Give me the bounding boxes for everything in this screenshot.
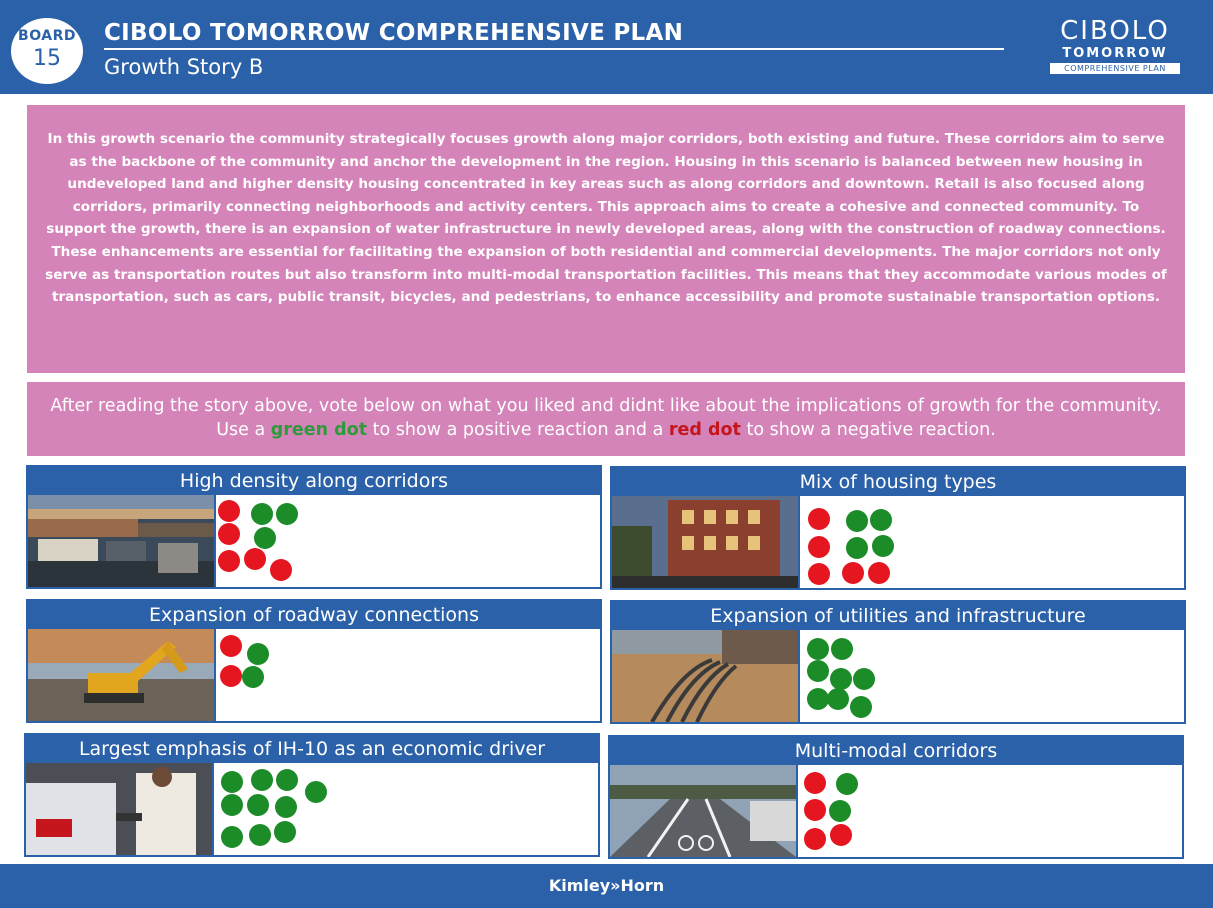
red-vote-dot xyxy=(270,559,292,581)
logo-line-3: COMPREHENSIVE PLAN xyxy=(1050,63,1180,74)
header-bar xyxy=(0,0,1213,94)
green-vote-dot xyxy=(247,643,269,665)
green-vote-dot xyxy=(846,537,868,559)
red-vote-dot xyxy=(218,523,240,545)
vote-area[interactable] xyxy=(798,496,1186,588)
green-vote-dot xyxy=(254,527,276,549)
green-vote-dot xyxy=(251,503,273,525)
panel-title: Largest emphasis of IH-10 as an economic driver xyxy=(26,735,598,763)
green-vote-dot xyxy=(247,794,269,816)
red-vote-dot xyxy=(868,562,890,584)
bike-lane-photo xyxy=(610,765,796,857)
vote-panel-utilities xyxy=(610,600,1186,724)
red-vote-dot xyxy=(842,562,864,584)
green-vote-dot xyxy=(276,503,298,525)
utility-trench-photo xyxy=(612,630,798,722)
red-dot-label: red dot xyxy=(668,420,741,440)
panel-title: Expansion of utilities and infrastructure xyxy=(612,602,1184,630)
instructions-part-3: to show a negative reaction. xyxy=(740,420,996,440)
brick-apartment-photo xyxy=(612,496,798,588)
title-divider xyxy=(104,48,1004,50)
vote-panel-ih10 xyxy=(24,733,600,857)
ev-charging-photo xyxy=(26,763,212,855)
panel-title: High density along corridors xyxy=(28,467,600,495)
green-vote-dot xyxy=(276,769,298,791)
vote-area[interactable] xyxy=(798,630,1186,722)
footer-bar xyxy=(0,864,1213,908)
board-label: BOARD xyxy=(18,28,76,44)
red-vote-dot xyxy=(804,828,826,850)
vote-panel-housing-types xyxy=(610,466,1186,590)
green-vote-dot xyxy=(807,638,829,660)
red-vote-dot xyxy=(218,500,240,522)
panel-title: Expansion of roadway connections xyxy=(28,601,600,629)
growth-story-text: In this growth scenario the community strategically focuses growth along major corridors, both existing and future. These corridors aim to serve as the backbone of the community and anchor the development in the region. Housing in this scenario is balanced between new housing in undeveloped land and higher density housing concentrated in key areas such as along corridors and downtown. Retail is also focused along corridors, primarily connecting neighborhoods and activity centers. This approach aims to create a cohesive and connected community. To support the growth, there is an expansion of water infrastructure in newly developed areas, along with the construction of roadway connections. These enhancements are essential for facilitating the expansion of both residential and commercial developments. The major corridors not only serve as transportation routes but also transform into multi-modal transportation facilities. This means that they accommodate various modes of transportation, such as cars, public transit, bicycles, and pedestrians, to enhance accessibility and promote sustainable transportation options. xyxy=(27,105,1185,373)
aerial-development-photo xyxy=(28,495,214,587)
kimley-horn-logo: Kimley»Horn xyxy=(548,876,665,895)
vote-panel-high-density xyxy=(26,465,602,589)
page-title: CIBOLO TOMORROW COMPREHENSIVE PLAN xyxy=(104,20,684,46)
green-vote-dot xyxy=(249,824,271,846)
red-vote-dot xyxy=(808,563,830,585)
green-vote-dot xyxy=(870,509,892,531)
red-vote-dot xyxy=(804,799,826,821)
board-number: 15 xyxy=(33,46,61,71)
red-vote-dot xyxy=(808,508,830,530)
panel-title: Multi-modal corridors xyxy=(610,737,1182,765)
green-vote-dot xyxy=(807,660,829,682)
panel-title: Mix of housing types xyxy=(612,468,1184,496)
green-vote-dot xyxy=(807,688,829,710)
green-vote-dot xyxy=(846,510,868,532)
vote-panel-multimodal xyxy=(608,735,1184,859)
vote-area[interactable] xyxy=(796,765,1184,857)
red-vote-dot xyxy=(220,665,242,687)
excavator-photo xyxy=(28,629,214,721)
vote-area[interactable] xyxy=(214,629,602,721)
green-vote-dot xyxy=(850,696,872,718)
green-vote-dot xyxy=(251,769,273,791)
vote-area[interactable] xyxy=(214,495,602,587)
green-vote-dot xyxy=(221,826,243,848)
vote-panel-roadway xyxy=(26,599,602,723)
green-vote-dot xyxy=(829,800,851,822)
green-vote-dot xyxy=(827,688,849,710)
red-vote-dot xyxy=(218,550,240,572)
green-vote-dot xyxy=(831,638,853,660)
cibolo-tomorrow-logo xyxy=(1044,18,1186,80)
green-vote-dot xyxy=(305,781,327,803)
green-vote-dot xyxy=(836,773,858,795)
board-badge xyxy=(11,18,83,84)
page-subtitle: Growth Story B xyxy=(104,55,264,79)
green-vote-dot xyxy=(221,771,243,793)
green-vote-dot xyxy=(221,794,243,816)
red-vote-dot xyxy=(808,536,830,558)
green-vote-dot xyxy=(275,796,297,818)
green-vote-dot xyxy=(872,535,894,557)
red-vote-dot xyxy=(804,772,826,794)
green-vote-dot xyxy=(830,668,852,690)
green-vote-dot xyxy=(242,666,264,688)
vote-area[interactable] xyxy=(212,763,600,855)
green-vote-dot xyxy=(274,821,296,843)
voting-instructions xyxy=(27,382,1185,456)
logo-line-1: CIBOLO xyxy=(1060,16,1170,46)
red-vote-dot xyxy=(244,548,266,570)
instructions-part-2: to show a positive reaction and a xyxy=(367,420,669,440)
instructions-part-1: After reading the story above, vote below on what you liked and didnt like about the implications of growth for the community. Use a xyxy=(50,396,1162,440)
green-dot-label: green dot xyxy=(270,420,368,440)
red-vote-dot xyxy=(220,635,242,657)
red-vote-dot xyxy=(830,824,852,846)
logo-line-2: TOMORROW xyxy=(1062,46,1168,61)
green-vote-dot xyxy=(853,668,875,690)
